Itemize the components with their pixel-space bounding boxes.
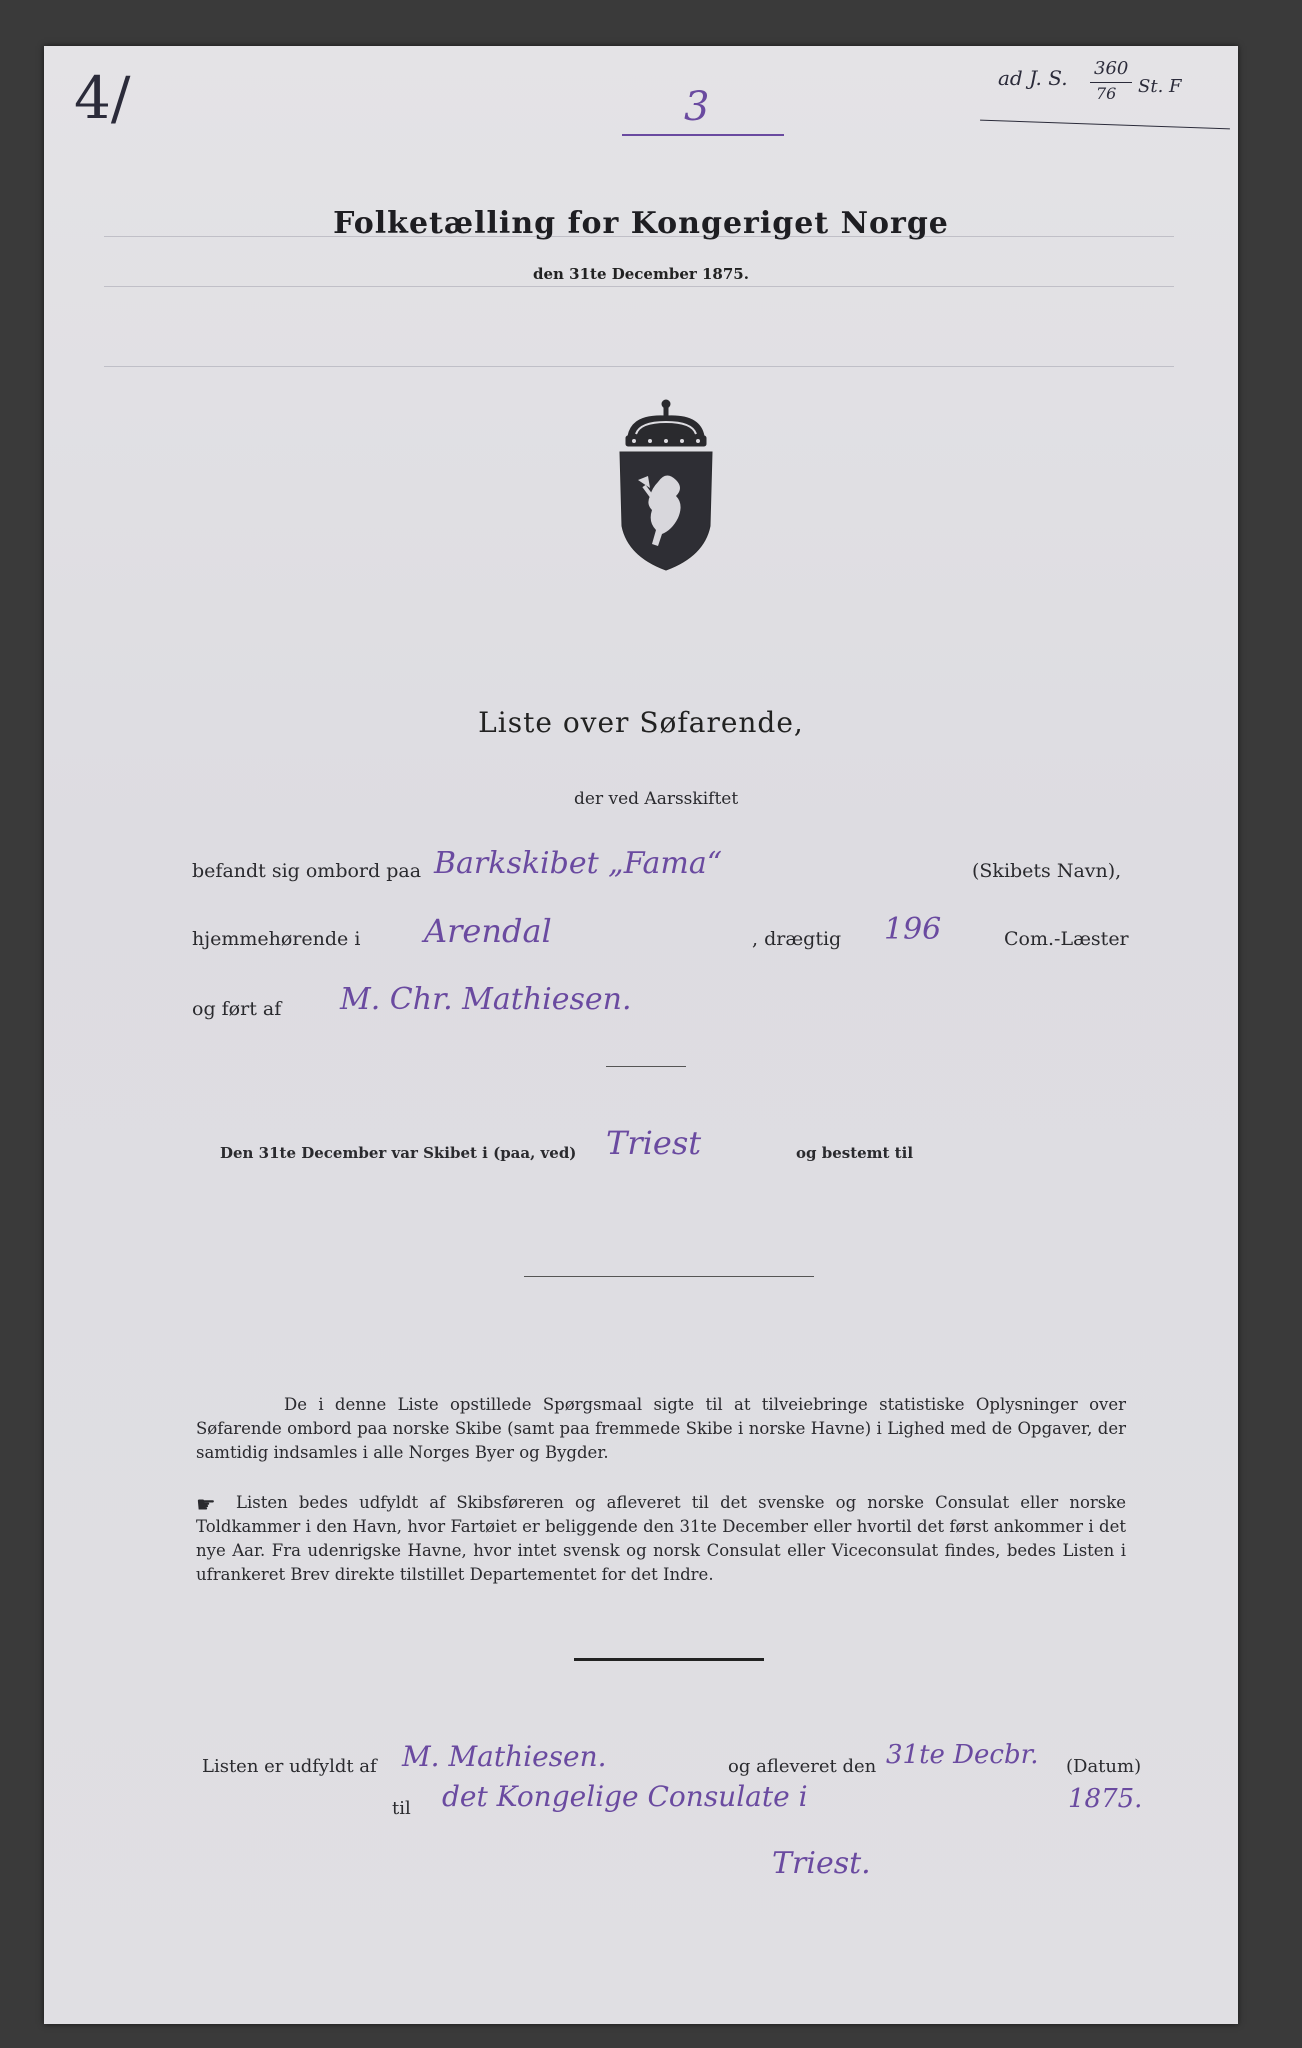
location-value: Triest [606,1124,702,1162]
middle-divider [524,1276,814,1277]
ship-suffix: (Skibets Navn), [972,860,1122,882]
corner-note-fraction-bottom: 76 [1096,84,1117,103]
corner-note-underline [980,120,1230,130]
page-subtitle: den 31te December 1875. [533,265,749,283]
delivered-label: og afleveret den [728,1756,877,1777]
page-mark: 4/ [74,64,131,132]
home-value: Arendal [424,912,552,950]
destination-label: og bestemt til [796,1144,914,1162]
corner-note-prefix: ad J. S. [998,66,1068,90]
location-label: Den 31te December var Skibet i (paa, ved) [220,1144,577,1162]
corner-note [998,66,1068,90]
delivered-value: 31te Decbr. [886,1740,1039,1770]
census-form-page [44,46,1238,2024]
year-value: 1875. [1068,1784,1143,1814]
to-label: til [392,1798,411,1819]
form-number: 3 [684,84,710,130]
ship-value: Barkskibet „Fama“ [434,846,723,881]
tonnage-label: , drægtig [752,928,842,950]
pointing-hand-icon: ☛ [196,1493,216,1518]
bleed-line [104,366,1174,367]
form-number-underline [622,134,784,136]
tonnage-value: 196 [884,912,942,947]
page-title: Folketælling for Kongeriget Norge [333,206,949,241]
filled-value: M. Mathiesen. [402,1740,607,1773]
captain-label: og ført af [192,998,282,1020]
ship-label: befandt sig ombord paa [192,860,422,882]
bleed-line [104,286,1174,287]
tonnage-suffix: Com.-Læster [1004,928,1129,950]
corner-note-fraction-top: 360 [1094,58,1129,79]
list-title: Liste over Søfarende, [478,706,804,739]
to-value-line2: Triest. [772,1846,871,1881]
home-label: hjemmehørende i [192,928,361,950]
date-suffix: (Datum) [1066,1756,1142,1777]
captain-value: M. Chr. Mathiesen. [340,982,632,1017]
intro-text: der ved Aarsskiftet [574,789,739,809]
instructions-paragraph-1: De i denne Liste opstillede Spørgsmaal sigte til at tilveiebringe statistiske Oplysninger over Søfarende ombord paa norske Skibe (samt paa fremmede Skibe i norske Havne) i Lighed med de Opgaver, der samtidig indsamles i alle Norges Byer og Bygder. [196,1395,1126,1462]
corner-note-fraction-bar [1090,82,1132,83]
filled-label: Listen er udfyldt af [202,1756,377,1777]
instructions-paragraph-2: Listen bedes udfyldt af Skibsføreren og afleveret til det svenske og norske Consulat eller norske Toldkammer i den Havn, hvor Fartøiet er beliggende den 31te December eller hvortil det først ankommer i det nye Aar. Fra udenrigske Havne, hvor intet svensk og norsk Consulat eller Viceconsulat findes, bedes Listen i ufrankeret Brev direkte tilstillet Departementet for det Indre. [196,1493,1126,1584]
corner-note-suffix: St. F [1138,76,1182,97]
bottom-divider [574,1658,764,1661]
short-divider [606,1066,686,1067]
to-value-line1: det Kongelige Consulate i [442,1780,808,1813]
coat-of-arms-icon [614,396,718,574]
